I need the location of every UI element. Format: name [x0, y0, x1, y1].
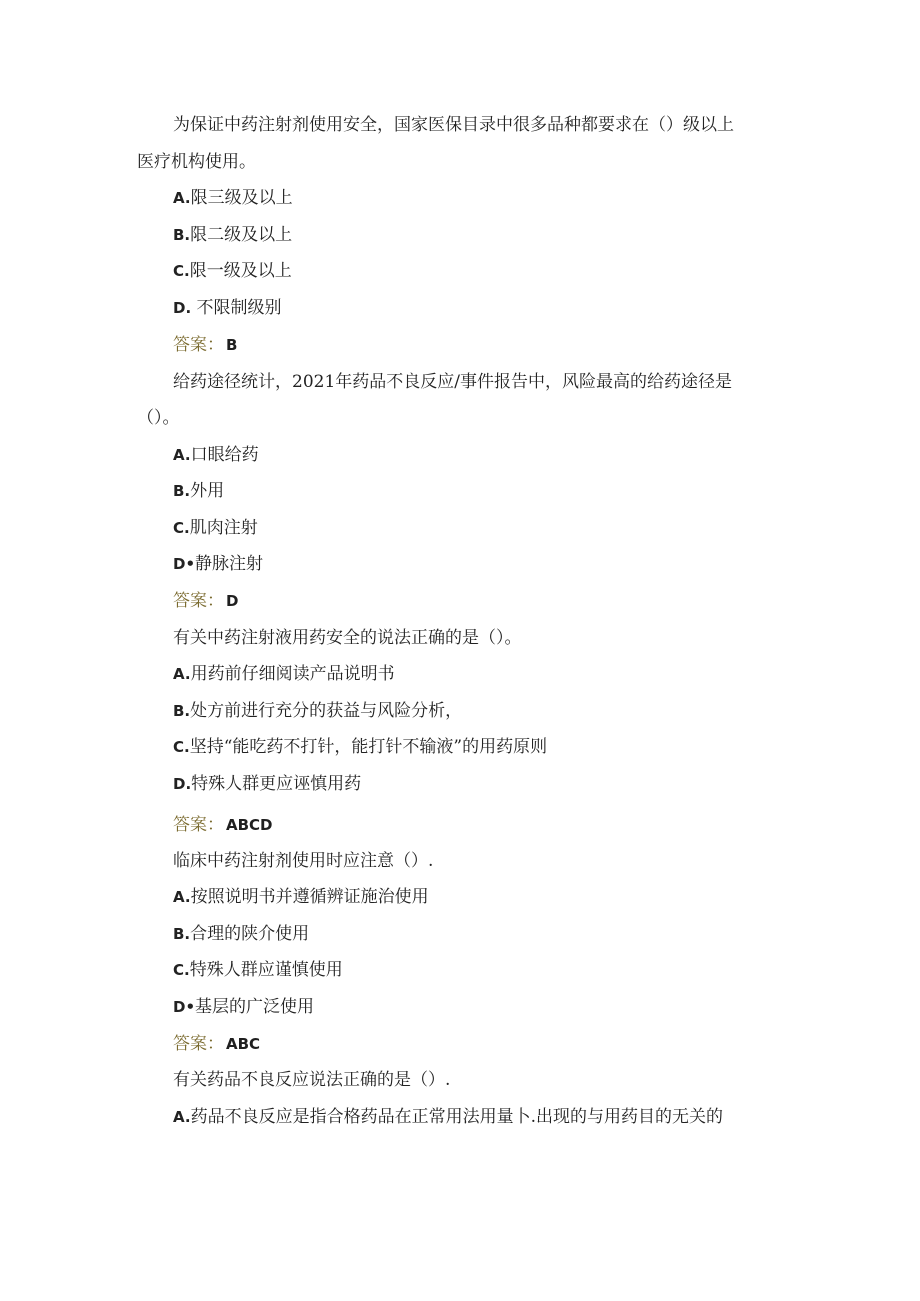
question-3-option-b: B.处方前进行充分的获益与风险分析， [173, 701, 463, 721]
question-1-option-c: C.限一级及以上 [173, 261, 292, 281]
question-1-option-a: A.限三级及以上 [173, 188, 293, 208]
question-1-answer: 答案： B [173, 335, 238, 355]
question-4-answer: 答案： ABC [173, 1034, 261, 1054]
question-3-option-c: C.坚持“能吃药不打针，能打针不输液”的用药原则 [173, 737, 548, 757]
question-2-option-c: C.肌肉注射 [173, 518, 258, 538]
question-1-option-b: B.限二级及以上 [173, 225, 293, 245]
question-2-option-d: D•静脉注射 [173, 554, 264, 574]
question-2-option-a: A.口眼给药 [173, 445, 259, 465]
question-1-stem-line-2: 医疗机构使用。 [137, 152, 256, 172]
question-4-option-c: C.特殊人群应谨慎使用 [173, 960, 343, 980]
question-3-option-d: D.特殊人群更应诬慎用药 [173, 774, 362, 794]
question-2-answer: 答案： D [173, 591, 239, 611]
question-4-option-d: D•基层的广泛使用 [173, 997, 315, 1017]
question-2-stem-line-1: 给药途径统计，2021年药品不良反应/事件报告中，风险最高的给药途径是 [173, 372, 732, 392]
question-3-answer: 答案： ABCD [173, 815, 273, 835]
question-2-option-b: B.外用 [173, 481, 225, 501]
question-5-option-a: A.药品不良反应是指合格药品在正常用法用量卜.出现的与用药目的无关的 [173, 1107, 723, 1127]
question-4-option-b: B.合理的陕介使用 [173, 924, 310, 944]
question-3-option-a: A.用药前仔细阅读产品说明书 [173, 664, 395, 684]
question-5-stem-line-1: 有关药品不良反应说法正确的是（）. [173, 1070, 451, 1090]
question-4-option-a: A.按照说明书并遵循辨证施治使用 [173, 887, 429, 907]
question-2-stem-line-2: （）。 [137, 408, 180, 428]
question-3-stem-line-1: 有关中药注射液用药安全的说法正确的是（）。 [173, 628, 522, 648]
question-1-stem-line-1: 为保证中药注射剂使用安全，国家医保目录中很多品种都要求在（）级以上 [173, 115, 734, 135]
question-1-option-d: D. 不限制级别 [173, 298, 282, 318]
question-4-stem-line-1: 临床中药注射剂使用时应注意（）. [173, 851, 434, 871]
